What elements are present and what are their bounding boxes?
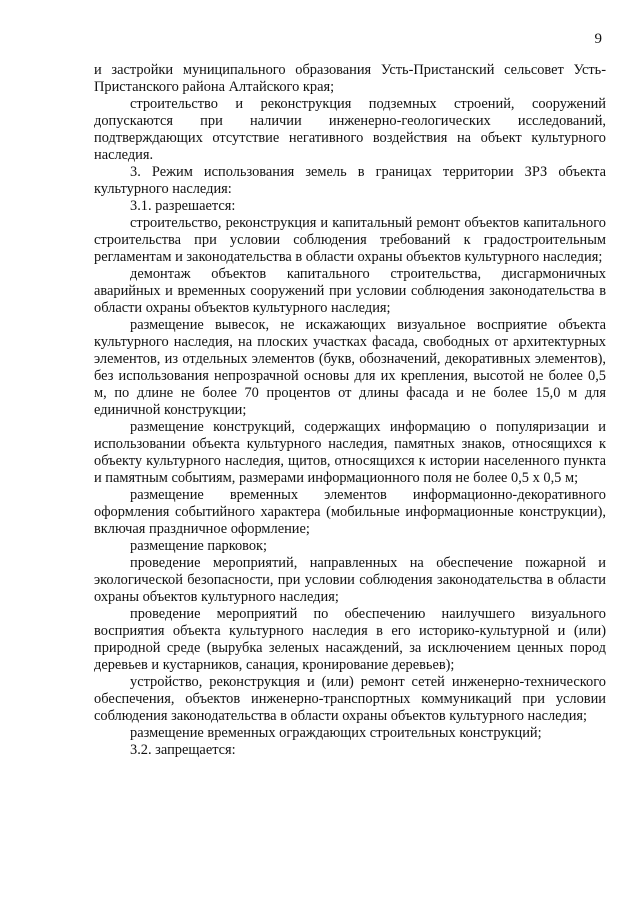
page-number: 9 [594,31,602,47]
paragraph: строительство и реконструкция подземных строений, сооружений допускаются при наличии инженерно-геологических исследований, подтверждающих отсутствие негативного воздействия на объект культурного наследия. [94,96,606,163]
paragraph: строительство, реконструкция и капитальный ремонт объектов капитального строительства при условии соблюдения требований к градостроительным регламентам и законодательства в области охраны объектов культурного наследия; [94,215,606,265]
paragraph: 3.2. запрещается: [130,742,236,758]
paragraph: 3. Режим использования земель в границах территории ЗРЗ объекта культурного наследия: [94,164,606,197]
paragraph: и застройки муниципального образования Усть-Пристанский сельсовет Усть-Пристанского района Алтайского края; [94,62,606,95]
paragraph: размещение вывесок, не искажающих визуальное восприятие объекта культурного наследия, на плоских участках фасада, свободных от архитектурных элементов, из отдельных элементов (букв, обозначений, декоративных элементов), без использования непрозрачной основы для их крепления, высотой не более 0,5 м, по длине не более 70 процентов от длины фасада и не более 15,0 м для единичной конструкции; [94,317,606,418]
paragraph: демонтаж объектов капитального строительства, дисгармоничных аварийных и временных сооружений при условии соблюдения законодательства в области охраны объектов культурного наследия; [94,266,606,316]
paragraph: размещение временных ограждающих строительных конструкций; [130,725,542,741]
paragraph: размещение конструкций, содержащих информацию о популяризации и использовании объекта культурного наследия, памятных знаков, относящихся к объекту культурного наследия, щитов, относящихся к истории населенного пункта и памятным событиям, размерами информационного поля не более 0,5 х 0,5 м; [94,419,606,486]
paragraph: размещение временных элементов информационно-декоративного оформления событийного характера (мобильные информационные конструкции), включая праздничное оформление; [94,487,606,537]
paragraph: устройство, реконструкция и (или) ремонт сетей инженерно-технического обеспечения, объектов инженерно-транспортных коммуникаций при условии соблюдения законодательства в области охраны объектов культурного наследия; [94,674,606,724]
paragraph: проведение мероприятий, направленных на обеспечение пожарной и экологической безопасности, при условии соблюдения законодательства в области охраны объектов культурного наследия; [94,555,606,605]
paragraph: 3.1. разрешается: [130,198,236,214]
document-body [94,62,606,759]
paragraph: проведение мероприятий по обеспечению наилучшего визуального восприятия объекта культурного наследия в его историко-культурной и (или) природной среде (вырубка зеленых насаждений, за исключением ценных пород деревьев и кустарников, санация, кронирование деревьев); [94,606,606,673]
paragraph: размещение парковок; [130,538,268,554]
